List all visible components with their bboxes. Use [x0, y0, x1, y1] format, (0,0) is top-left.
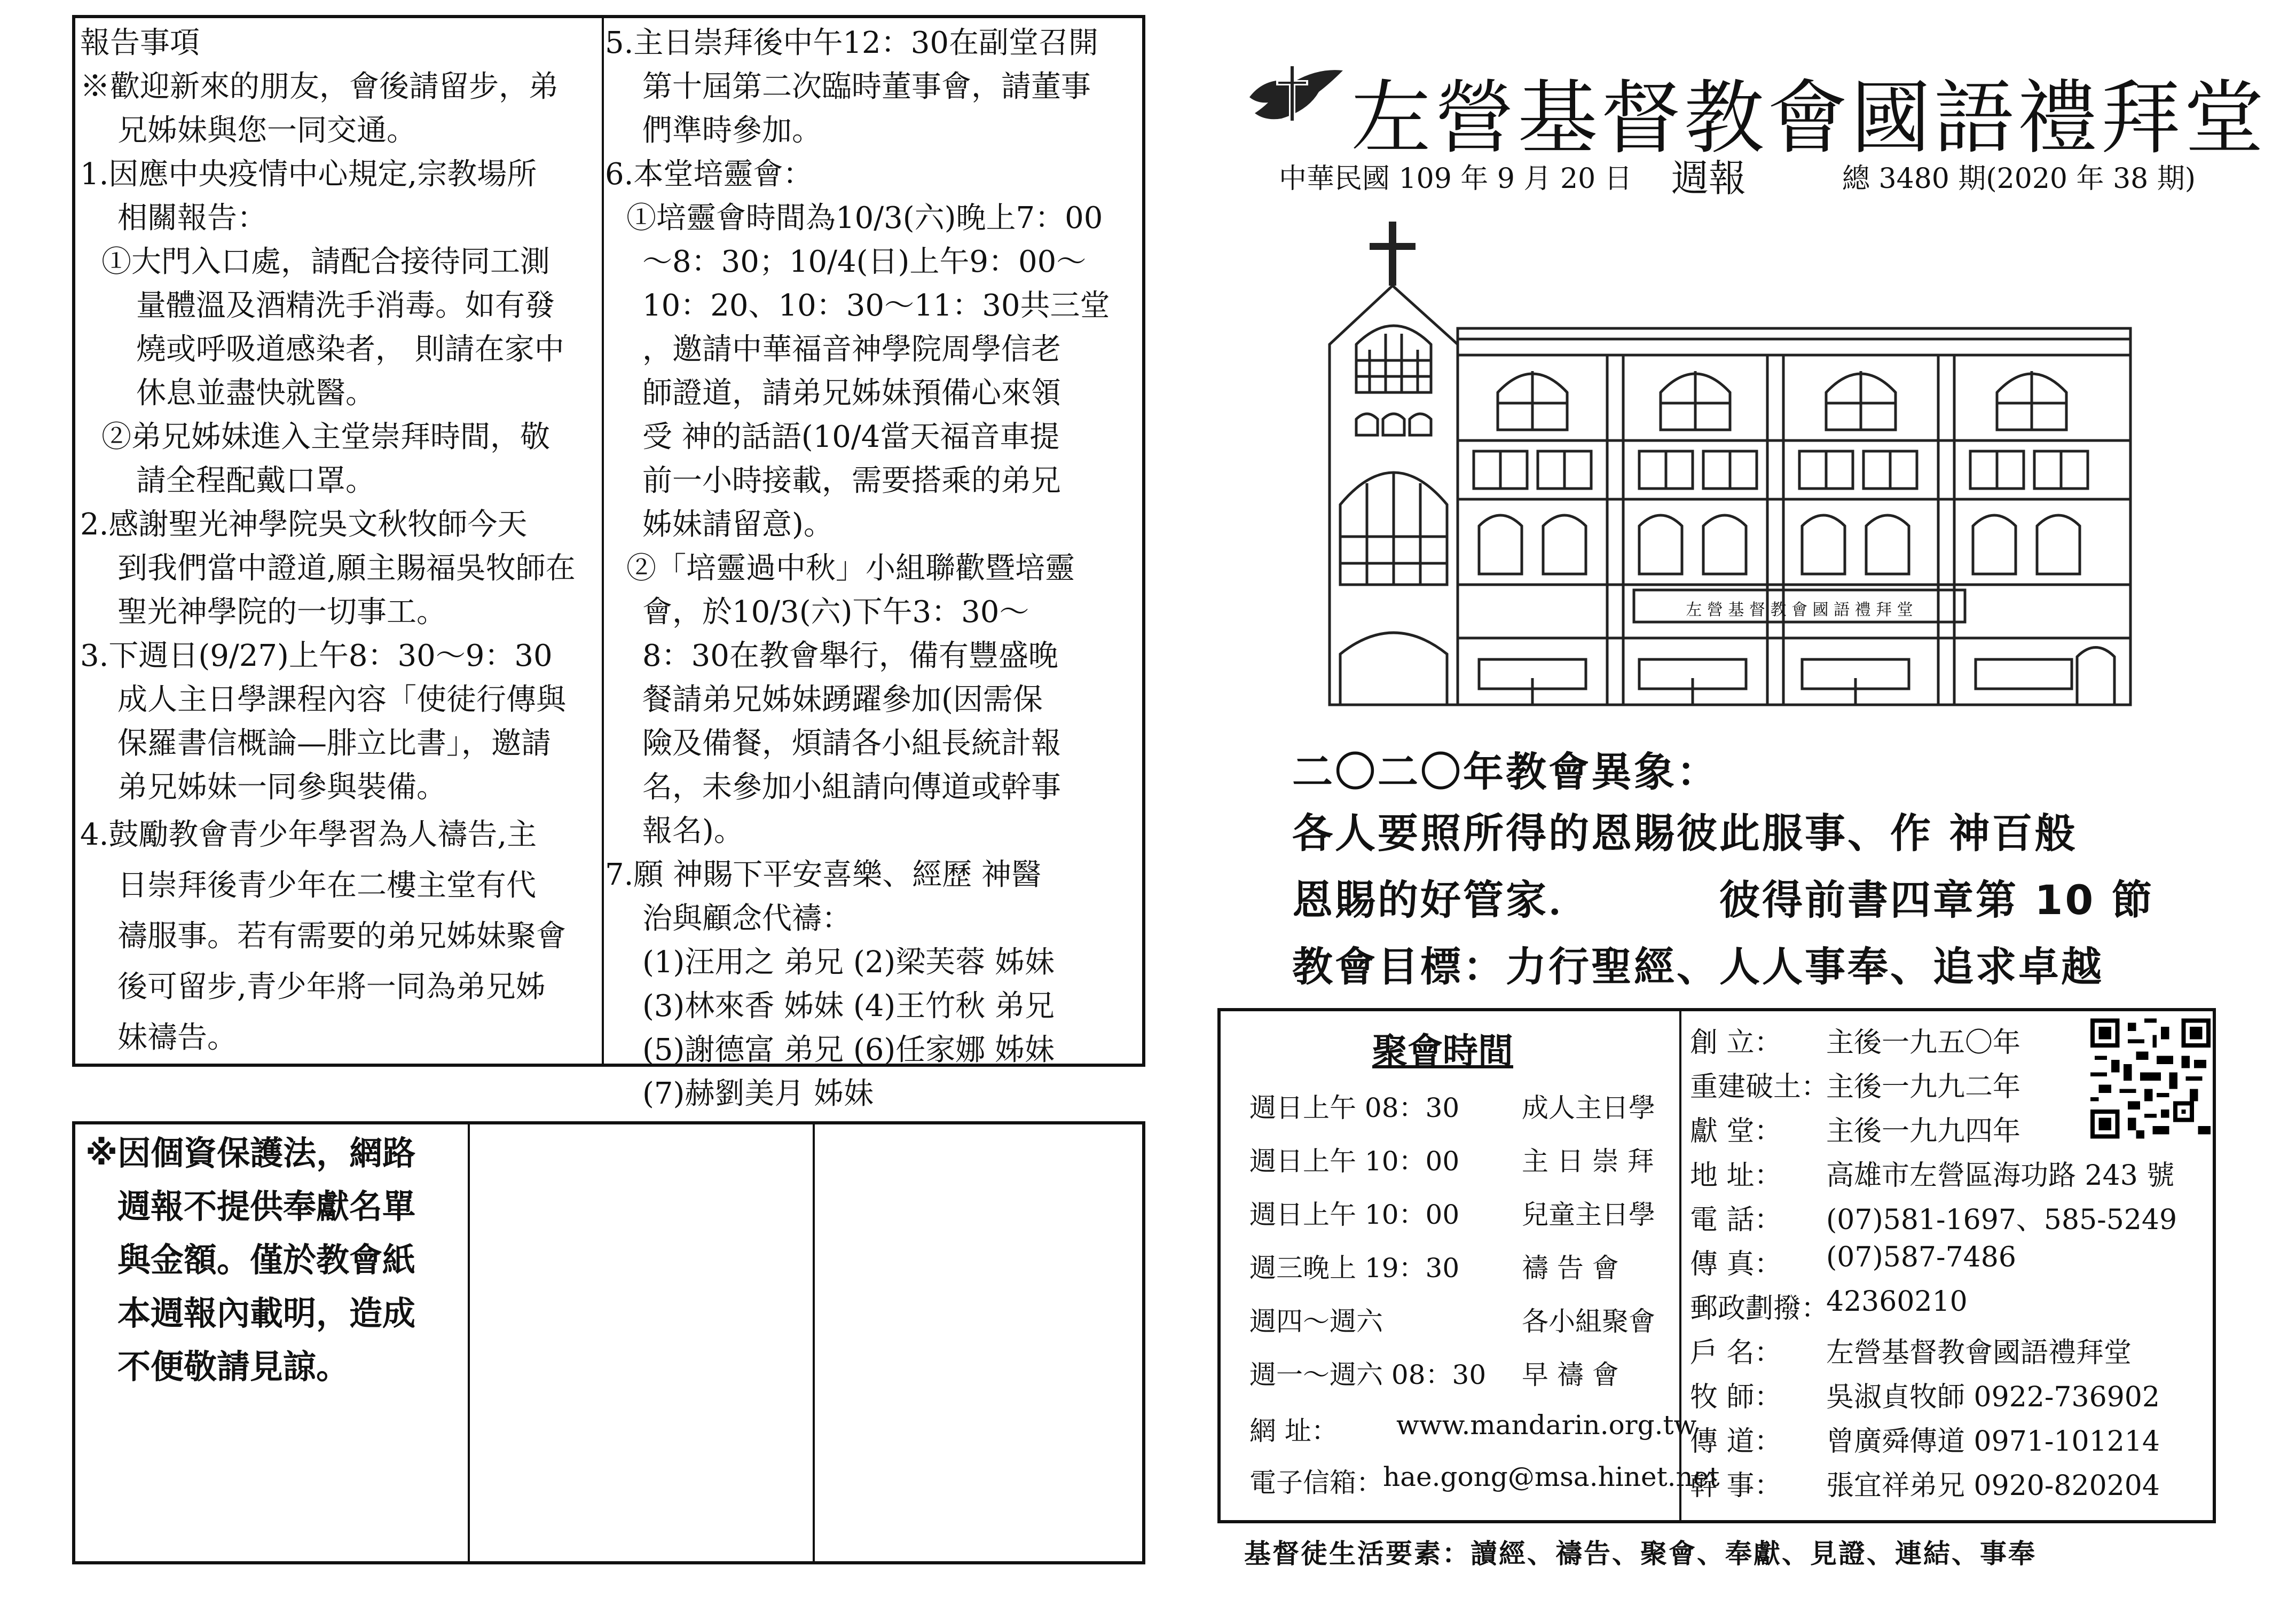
- offering-table-divider-2: [813, 1124, 815, 1562]
- announcement-line: 保羅書信概論—腓立比書」，邀請: [117, 726, 551, 761]
- meeting-time: 週一～週六 08：30: [1249, 1359, 1487, 1390]
- privacy-notice-line: 與金額。僅於教會紙: [117, 1240, 416, 1279]
- announcement-line: 聖光神學院的一切事工。: [117, 595, 446, 629]
- church-info-value: 42360210: [1826, 1286, 1968, 1318]
- announcement-line: 4.鼓勵教會青少年學習為人禱告,主: [80, 817, 537, 852]
- church-info-value: 主後一九九四年: [1826, 1115, 2021, 1147]
- church-info-value: (07)581-1697、585-5249: [1826, 1204, 2177, 1236]
- meeting-time: 週日上午 08：30: [1249, 1092, 1460, 1123]
- announcement-line: 燒或呼吸道感染者， 則請在家中: [136, 332, 564, 367]
- email-label: 電子信箱：: [1249, 1467, 1383, 1498]
- announcement-line: 10：20、10：30～11：30共三堂: [642, 288, 1110, 323]
- announcement-line: ，邀請中華福音神學院周學信老: [642, 332, 1061, 367]
- website-link[interactable]: www.mandarin.org.tw: [1396, 1410, 1697, 1441]
- announcement-line: (3)林來香 姊妹 (4)王竹秋 弟兄: [642, 989, 1055, 1024]
- offering-table-divider-1: [468, 1124, 470, 1562]
- church-info-value: 左營基督教會國語禮拜堂: [1826, 1337, 2132, 1369]
- privacy-notice-line: ※因個資保護法，網路: [85, 1134, 416, 1173]
- announcement-line: 成人主日學課程內容「使徒行傳與: [117, 682, 566, 717]
- church-info-value: 吳淑貞牧師 0922-736902: [1826, 1381, 2160, 1413]
- announcement-line: (1)汪用之 弟兄 (2)梁芙蓉 姊妹: [642, 945, 1055, 980]
- church-info-label: 傳 真：: [1690, 1248, 1782, 1280]
- privacy-notice-line: 週報不提供奉獻名單: [117, 1187, 416, 1226]
- qr-code[interactable]: [2090, 1017, 2211, 1140]
- church-info-label: 戶 名：: [1690, 1337, 1782, 1369]
- meeting-time: 週四～週六: [1249, 1306, 1383, 1337]
- announcement-line: 日崇拜後青少年在二樓主堂有代: [117, 868, 536, 903]
- church-info-value: 高雄市左營區海功路 243 號: [1826, 1160, 2175, 1192]
- church-info-label: 重建破土：: [1690, 1071, 1829, 1103]
- meeting-name: 兒童主日學: [1522, 1199, 1655, 1230]
- church-info-label: 幹 事：: [1690, 1470, 1782, 1502]
- announcement-line: 相關報告：: [117, 201, 267, 235]
- announcement-line: 3.下週日(9/27)上午8：30～9：30: [80, 639, 553, 673]
- meeting-name: 早 禱 會: [1522, 1359, 1619, 1390]
- church-info-label: 地 址：: [1690, 1160, 1782, 1192]
- announcements-left-column: [80, 21, 601, 1063]
- announcement-line: (5)謝德富 弟兄 (6)任家娜 姊妹: [642, 1033, 1055, 1067]
- church-info-label: 電 話：: [1690, 1204, 1782, 1236]
- church-info-label: 傳 道：: [1690, 1426, 1782, 1458]
- announcement-line: 前一小時接載，需要搭乘的弟兄: [642, 463, 1061, 498]
- announcement-line: 會，於10/3(六)下午3：30～: [642, 595, 1029, 629]
- announcement-line: 休息並盡快就醫。: [136, 376, 375, 411]
- announcement-line: 第十屆第二次臨時董事會，請董事: [642, 69, 1091, 104]
- announcement-line: 報名)。: [642, 814, 744, 848]
- announcement-line: ～8：30；10/4(日)上午9：00～: [642, 245, 1087, 279]
- qr-code-icon: [2090, 1017, 2211, 1140]
- announcement-line: 5.主日崇拜後中午12：30在副堂召開: [605, 26, 1098, 60]
- meeting-name: 各小組聚會: [1522, 1306, 1655, 1337]
- announcement-line: 6.本堂培靈會：: [605, 157, 813, 192]
- announcement-line: 險及備餐，煩請各小組長統計報: [642, 726, 1061, 761]
- announcement-line: 弟兄姊妹一同參與裝備。: [117, 770, 446, 805]
- announcement-line: 到我們當中證道,願主賜福吳牧師在: [117, 551, 576, 586]
- announcement-line: ①大門入口處，請配合接待同工測: [101, 245, 550, 279]
- meeting-name: 成人主日學: [1522, 1092, 1655, 1123]
- vision-verse-ref: 彼得前書四章第 10 節: [1719, 876, 2155, 924]
- church-info-label: 獻 堂：: [1690, 1115, 1782, 1147]
- church-info-label: 創 立：: [1690, 1027, 1782, 1059]
- meeting-info-divider: [1679, 1011, 1681, 1520]
- vision-line-2a: 恩賜的好管家．: [1292, 876, 1591, 924]
- announcement-line: 師證道，請弟兄姊妹預備心來領: [642, 376, 1061, 411]
- announcements-divider: [602, 18, 604, 1065]
- announcement-line: 受 神的話語(10/4當天福音車提: [642, 420, 1060, 454]
- church-logo: [1244, 60, 1346, 129]
- announcement-line: (7)赫劉美月 姊妹: [642, 1076, 874, 1111]
- announcement-line: 兄姊妹與您一同交通。: [117, 113, 416, 148]
- announcement-line: 報告事項: [80, 26, 200, 60]
- dove-cross-logo-icon: [1244, 60, 1346, 129]
- church-info-value: 張宜祥弟兄 0920-820204: [1826, 1470, 2160, 1502]
- church-info-value: 曾廣舜傳道 0971-101214: [1826, 1426, 2160, 1458]
- church-building-icon: [1319, 216, 2141, 713]
- announcement-line: 們準時參加。: [642, 113, 822, 148]
- bulletin-type: 週報: [1671, 156, 1746, 200]
- christian-life-essentials: 基督徒生活要素：讀經、禱告、聚會、奉獻、見證、連結、事奉: [1244, 1538, 2036, 1569]
- building-sign-text: 左 營 基 督 教 會 國 語 禮 拜 堂: [1686, 601, 1913, 619]
- announcement-line: 治與顧念代禱：: [642, 901, 852, 936]
- announcement-line: ※歡迎新來的朋友，會後請留步，弟: [80, 69, 559, 104]
- privacy-notice-line: 不便敬請見諒。: [117, 1347, 350, 1386]
- meeting-time: 週三晚上 19：30: [1249, 1253, 1460, 1284]
- announcement-line: 名，未參加小組請向傳道或幹事: [642, 770, 1061, 805]
- meeting-heading: 聚會時間: [1372, 1030, 1513, 1072]
- email-link[interactable]: hae.gong@msa.hinet.net: [1383, 1461, 1720, 1492]
- announcement-line: 禱服事。若有需要的弟兄姊妹聚會: [117, 919, 566, 954]
- church-building-illustration: [1319, 216, 2141, 713]
- privacy-notice-line: 本週報內載明，造成: [117, 1294, 416, 1333]
- meeting-name: 主 日 崇 拜: [1522, 1146, 1654, 1177]
- meeting-name: 禱 告 會: [1522, 1253, 1619, 1284]
- announcement-line: 餐請弟兄姊妹踴躍參加(因需保: [642, 682, 1043, 717]
- meeting-time: 週日上午 10：00: [1249, 1146, 1460, 1177]
- announcement-line: 後可留步,青少年將一同為弟兄姊: [117, 970, 546, 1004]
- church-info-label: 牧 師：: [1690, 1381, 1782, 1413]
- announcement-line: 1.因應中央疫情中心規定,宗教場所: [80, 157, 537, 192]
- announcement-line: ②弟兄姊妹進入主堂崇拜時間，敬: [101, 420, 550, 454]
- announcement-line: 妹禱告。: [117, 1020, 237, 1055]
- vision-line-1: 各人要照所得的恩賜彼此服事、作 神百般: [1292, 809, 2078, 857]
- church-info-value: 主後一九九二年: [1826, 1071, 2021, 1103]
- bulletin-date: 中華民國 109 年 9 月 20 日: [1279, 163, 1632, 195]
- church-name-title: 左營基督教會國語禮拜堂: [1351, 72, 2268, 165]
- announcement-line: ②「培靈過中秋」小組聯歡暨培靈: [626, 551, 1075, 586]
- church-info-value: (07)587-7486: [1826, 1241, 2016, 1273]
- announcement-line: ①培靈會時間為10/3(六)晚上7：00: [626, 201, 1103, 235]
- bulletin-issue: 總 3480 期(2020 年 38 期): [1842, 163, 2196, 195]
- announcement-line: 量體溫及酒精洗手消毒。如有發: [136, 288, 555, 323]
- announcement-line: 7.願 神賜下平安喜樂、經歷 神醫: [605, 857, 1042, 892]
- church-goal: 教會目標：力行聖經、人人事奉、追求卓越: [1292, 943, 2104, 990]
- meeting-time: 週日上午 10：00: [1249, 1199, 1460, 1230]
- church-info-value: 主後一九五〇年: [1826, 1027, 2021, 1059]
- announcement-line: 姊妹請留意)。: [642, 507, 834, 542]
- announcements-right-column: [605, 21, 1142, 1116]
- vision-heading: 二〇二〇年教會異象：: [1292, 748, 1719, 796]
- church-info-label: 郵政劃撥：: [1690, 1293, 1829, 1325]
- announcement-line: 8：30在教會舉行，備有豐盛晚: [642, 639, 1058, 673]
- privacy-notice: [85, 1127, 415, 1394]
- announcement-line: 請全程配戴口罩。: [136, 463, 375, 498]
- website-label: 網 址：: [1249, 1415, 1338, 1446]
- announcement-line: 2.感謝聖光神學院吳文秋牧師今天: [80, 507, 528, 542]
